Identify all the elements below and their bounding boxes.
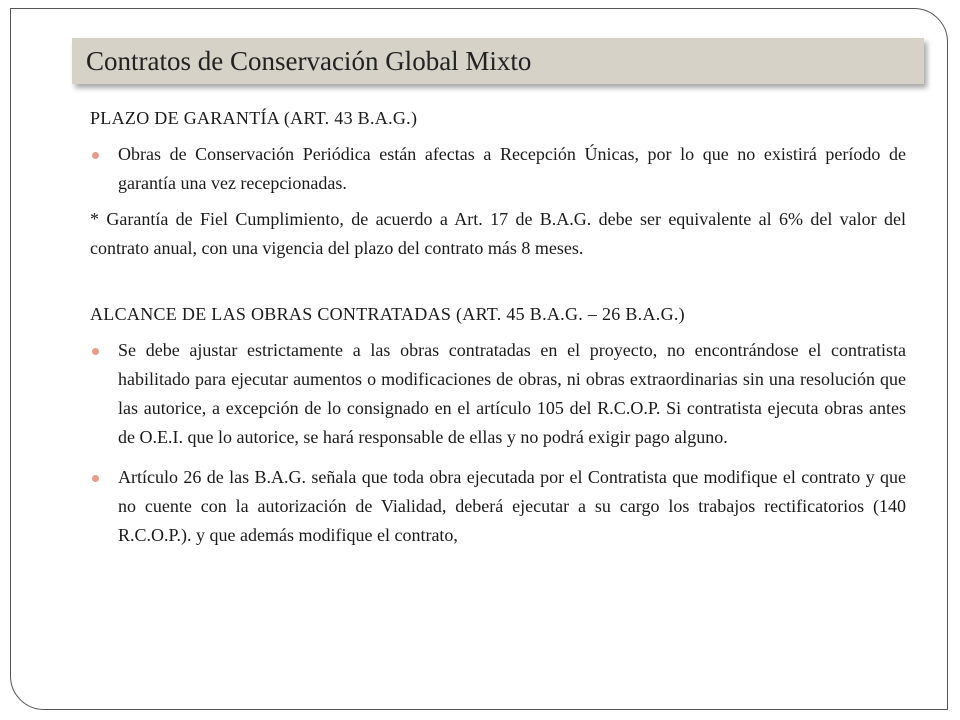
- bullet-text: Artículo 26 de las B.A.G. señala que toda obra ejecutada por el Contratista que modifique el contrato y que no cuente con la autorización de Vialidad, deberá ejecutar a su cargo los trabajos rectificatorios (140 R.C.O.P.). y que además modifique el contrato,: [118, 467, 906, 545]
- bullet-item: [90, 336, 906, 452]
- section-heading-alcance-obras: ALCANCE DE LAS OBRAS CONTRATADAS (ART. 45 B.A.G. – 26 B.A.G.): [90, 304, 685, 324]
- bullet-dot-icon: [92, 348, 99, 355]
- section-heading-plazo-garantia: PLAZO DE GARANTÍA (ART. 43 B.A.G.): [90, 108, 418, 128]
- bullet-dot-icon: [92, 152, 99, 159]
- bullet-item: [90, 463, 906, 550]
- slide-title: Contratos de Conservación Global Mixto: [86, 45, 532, 76]
- guarantee-note: * Garantía de Fiel Cumplimiento, de acuerdo a Art. 17 de B.A.G. debe ser equivalente al 6% del valor del contrato anual, con una vigencia del plazo del contrato más 8 meses.: [90, 209, 906, 258]
- bullet-item: [90, 140, 906, 198]
- slide-content: [90, 104, 906, 550]
- bullet-dot-icon: [92, 475, 99, 482]
- title-bar: [72, 38, 924, 84]
- bullet-text: Obras de Conservación Periódica están afectas a Recepción Únicas, por lo que no existirá período de garantía una vez recepcionadas.: [118, 144, 906, 193]
- bullet-text: Se debe ajustar estrictamente a las obras contratadas en el proyecto, no encontrándose el contratista habilitado para ejecutar aumentos o modificaciones de obras, ni obras extraordinarias sin una resolución que las autorice, a excepción de lo consignado en el artículo 105 del R.C.O.P. Si contratista ejecuta obras antes de O.E.I. que lo autorice, se hará responsable de ellas y no podrá exigir pago alguno.: [118, 340, 906, 447]
